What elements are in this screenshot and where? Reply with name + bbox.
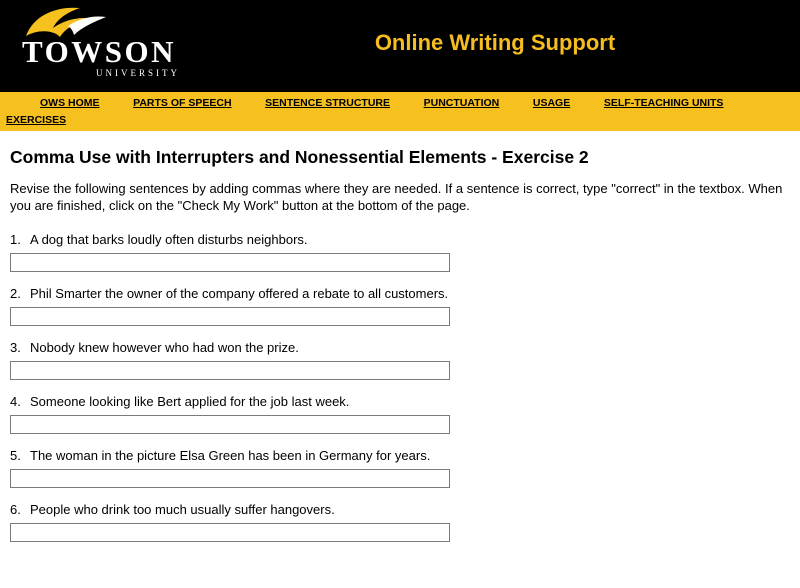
question-number: 5. [10, 448, 21, 463]
answer-input-6[interactable] [10, 523, 450, 542]
exercise-instructions: Revise the following sentences by adding commas where they are needed. If a sentence is correct, type "correct" in the textbox. When you are finished, click on the "Check My Work" button at the bottom of the page. [10, 181, 783, 213]
answer-input-3[interactable] [10, 361, 450, 380]
nav-item-punctuation[interactable]: PUNCTUATION [423, 97, 500, 109]
nav-item-self-teaching-units[interactable]: SELF-TEACHING UNITS [603, 97, 724, 109]
nav-item-usage[interactable]: USAGE [532, 97, 571, 109]
question-item [10, 340, 790, 355]
question-item [10, 286, 790, 301]
main-navigation [0, 92, 800, 131]
nav-row-primary [0, 94, 800, 111]
question-number: 1. [10, 232, 21, 247]
logo-subtitle: UNIVERSITY [96, 68, 180, 78]
question-number: 2. [10, 286, 21, 301]
nav-item-exercises[interactable]: EXERCISES [6, 114, 67, 126]
question-number: 4. [10, 394, 21, 409]
question-item [10, 448, 790, 463]
exercise-content [0, 131, 800, 542]
page-title: Comma Use with Interrupters and Nonessential Elements - Exercise 2 [10, 147, 589, 167]
site-banner [0, 0, 800, 92]
question-number: 3. [10, 340, 21, 355]
question-text: A dog that barks loudly often disturbs neighbors. [30, 232, 308, 247]
answer-input-5[interactable] [10, 469, 450, 488]
question-list [10, 232, 790, 542]
question-text: Someone looking like Bert applied for the job last week. [30, 394, 350, 409]
site-title: Online Writing Support [374, 30, 616, 55]
nav-row-secondary [0, 111, 800, 128]
nav-item-parts-of-speech[interactable]: PARTS OF SPEECH [133, 97, 232, 109]
question-text: The woman in the picture Elsa Green has been in Germany for years. [30, 448, 431, 463]
question-text: Phil Smarter the owner of the company offered a rebate to all customers. [30, 286, 449, 301]
answer-input-4[interactable] [10, 415, 450, 434]
logo-wordmark: TOWSON [22, 34, 176, 69]
question-item [10, 502, 790, 517]
question-number: 6. [10, 502, 21, 517]
answer-input-2[interactable] [10, 307, 450, 326]
nav-item-ows-home[interactable]: OWS HOME [40, 97, 100, 109]
question-item [10, 394, 790, 409]
answer-input-1[interactable] [10, 253, 450, 272]
question-item [10, 232, 790, 247]
question-text: People who drink too much usually suffer hangovers. [30, 502, 335, 517]
nav-item-sentence-structure[interactable]: SENTENCE STRUCTURE [265, 97, 390, 109]
question-text: Nobody knew however who had won the prize. [30, 340, 299, 355]
